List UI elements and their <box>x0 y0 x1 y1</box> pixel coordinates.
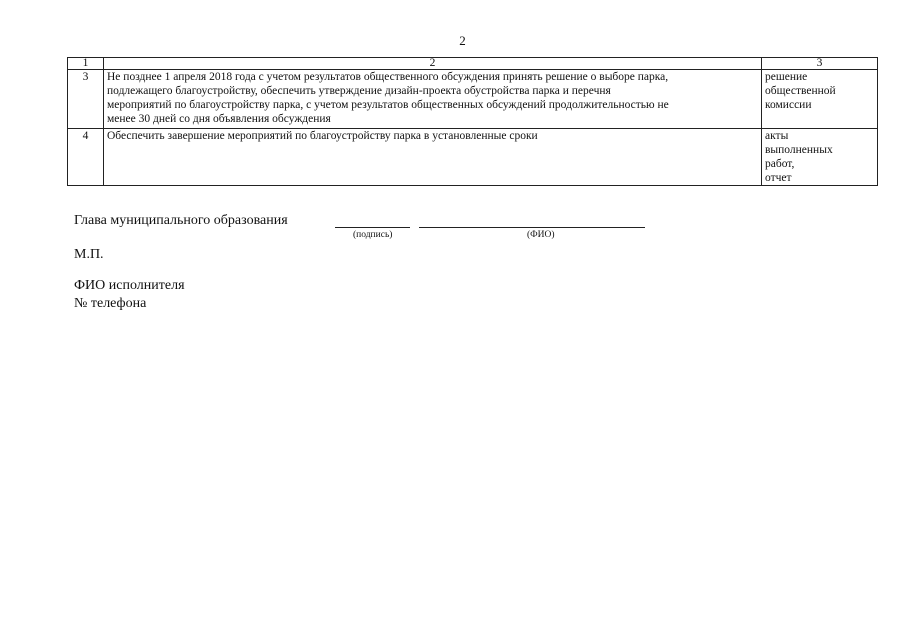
phone-label: № телефона <box>74 296 147 311</box>
fio-caption: (ФИО) <box>527 230 555 240</box>
table-row <box>68 129 878 186</box>
measures-table <box>67 57 878 186</box>
column-header-1: 1 <box>68 58 104 70</box>
row-number: 3 <box>68 70 104 129</box>
column-header-2: 2 <box>104 58 762 70</box>
signature-caption: (подпись) <box>353 230 393 240</box>
column-header-3: 3 <box>762 58 878 70</box>
stamp-label: М.П. <box>74 247 104 262</box>
head-of-municipality-label: Глава муниципального образования <box>74 213 288 228</box>
executor-label: ФИО исполнителя <box>74 278 185 293</box>
table-row <box>68 70 878 129</box>
signature-line <box>335 227 410 228</box>
measure-result: акты выполненных работ, отчет <box>762 129 878 186</box>
table-header-row <box>68 58 878 70</box>
measure-result: решение общественной комиссии <box>762 70 878 129</box>
measure-description: Не позднее 1 апреля 2018 года с учетом результатов общественного обсуждения принять решение о выборе парка, подлежащего благоустройству, обеспечить утверждение дизайн-проекта обустройства парка и перечня мероприятий по благоустройству парка, с учетом результатов общественных обсуждений продолжительностью не менее 30 дней со дня объявления обсуждения <box>104 70 762 129</box>
page-number: 2 <box>459 33 466 48</box>
row-number: 4 <box>68 129 104 186</box>
measure-description: Обеспечить завершение мероприятий по благоустройству парка в установленные сроки <box>104 129 762 186</box>
fio-line <box>419 227 645 228</box>
